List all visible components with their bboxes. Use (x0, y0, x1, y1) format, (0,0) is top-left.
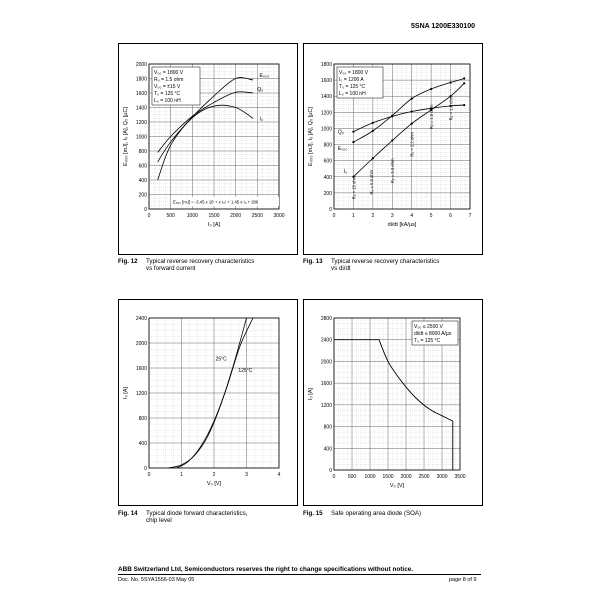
y-tick-label: 0 (144, 466, 147, 472)
y-tick-label: 1800 (135, 76, 147, 83)
x-tick-label: 2 (212, 472, 216, 478)
data-point (463, 77, 465, 79)
figure-13-frame (303, 43, 483, 255)
x-tick-label: 0 (147, 213, 151, 219)
y-tick-label: 200 (323, 190, 332, 197)
figure-14-chart (119, 300, 297, 505)
curve-label: 25°C (215, 356, 227, 363)
x-axis-label: I₀ [A] (207, 222, 221, 228)
data-point (430, 88, 432, 90)
figure-13-caption-line1: Typical reverse recovery characteristics (331, 258, 440, 265)
parameter-text: T₀ = 125 °C (154, 91, 181, 97)
parameter-text: V₀₀ = 1800 V (154, 70, 184, 76)
x-tick-label: 4 (410, 213, 414, 219)
y-tick-label: 2400 (320, 337, 332, 344)
footer-disclaimer: ABB Switzerland Ltd, Semiconductors reserves the right to change specifications without notice. (118, 566, 414, 573)
data-point (352, 141, 354, 143)
parameter-text: L₀ = 100 nH (154, 98, 181, 104)
figure-12-number: Fig. 12 (118, 258, 138, 265)
y-tick-label: 2000 (135, 62, 147, 68)
figure-15-caption-line1: Safe operating area diode (SOA) (331, 510, 422, 517)
figure-12-chart (119, 44, 297, 254)
x-tick-label: 7 (468, 213, 472, 219)
y-tick-label: 0 (329, 207, 332, 213)
data-point (372, 130, 374, 132)
rg-label: R₀ = 1.5 ohm (429, 104, 435, 130)
figure-13-chart (304, 44, 482, 254)
y-tick-label: 400 (323, 446, 332, 453)
y-axis-label: E₀₀₀ [mJ], I₀ [A], Q₀ [µC] (308, 107, 314, 166)
x-tick-label: 1 (352, 213, 355, 219)
data-point (463, 104, 465, 106)
x-tick-label: 3 (390, 213, 394, 219)
x-tick-label: 1 (180, 472, 183, 478)
y-tick-label: 1800 (320, 62, 332, 68)
parameter-text: L₀ = 100 nH (339, 91, 366, 97)
rg-label: R₀ = 1.0 ohm (448, 95, 454, 121)
curve-label: E₀₀₀ (259, 73, 270, 80)
y-axis-label: I₀ [A] (123, 386, 129, 400)
y-tick-label: 2400 (135, 316, 147, 322)
x-tick-label: 2500 (418, 474, 430, 480)
footer-divider (118, 574, 481, 575)
x-tick-label: 0 (147, 472, 151, 478)
x-tick-label: 2500 (251, 213, 263, 219)
y-tick-label: 1400 (320, 94, 332, 101)
rg-label: R₀ = 2.2 ohm (409, 131, 415, 157)
y-tick-label: 1600 (135, 91, 147, 97)
data-point (372, 122, 374, 124)
x-tick-label: 1000 (364, 474, 376, 480)
x-tick-label: 3500 (454, 474, 466, 480)
y-tick-label: 1600 (320, 78, 332, 85)
figure-13-caption (303, 258, 488, 273)
formula-text: E₀₀₀ [mJ] = -3.45 x 10⁻⁴ x I₀² + 1.45 x I₀ + 286 (173, 199, 259, 205)
document-id: 5SNA 1200E330100 (411, 23, 475, 30)
figure-13-number: Fig. 13 (303, 258, 323, 265)
y-tick-label: 1200 (320, 110, 332, 117)
rg-label: R₀ = 15 ohm (351, 175, 357, 200)
figure-13-caption-line2: vs di/dt (331, 265, 351, 273)
parameter-text: T₀ = 125 °C (339, 84, 366, 90)
data-point (463, 82, 465, 84)
x-tick-label: 3000 (273, 213, 285, 219)
x-tick-label: 0 (332, 213, 336, 219)
y-tick-label: 1200 (135, 391, 147, 397)
data-point (391, 139, 393, 141)
figure-15-frame (303, 299, 483, 506)
parameter-text: di/dt ≤ 8000 A/µs (414, 331, 452, 337)
curve-label: Q₀ (257, 86, 264, 93)
y-tick-label: 1200 (320, 402, 332, 409)
y-tick-label: 2000 (135, 341, 147, 347)
x-tick-label: 1500 (208, 213, 220, 219)
y-tick-label: 1400 (135, 105, 147, 112)
y-tick-label: 200 (138, 192, 147, 199)
y-axis-label: E₀₀₀ [mJ], I₀ [A], Q₀ [µC] (123, 107, 129, 166)
figure-14-caption (118, 510, 303, 525)
x-axis-label: di/dt [kA/µs] (387, 222, 417, 228)
figure-12-frame (118, 43, 298, 255)
data-point (411, 110, 413, 112)
y-tick-label: 800 (323, 142, 332, 149)
figure-15-chart (304, 300, 482, 505)
x-tick-label: 1000 (186, 213, 198, 219)
parameter-text: I₀ = 1200 A (339, 77, 364, 83)
figure-12-caption-line1: Typical reverse recovery characteristics (146, 258, 255, 265)
y-tick-label: 600 (323, 158, 332, 165)
y-tick-label: 1000 (320, 126, 332, 133)
series-line (158, 105, 253, 180)
y-tick-label: 0 (144, 207, 147, 213)
x-tick-label: 3 (245, 472, 248, 478)
curve-label: I₀ (259, 116, 263, 123)
data-point (449, 81, 451, 83)
x-tick-label: 2 (371, 213, 375, 219)
footer-page-number: page 8 of 9 (449, 577, 477, 583)
y-tick-label: 400 (323, 174, 332, 181)
y-tick-label: 0 (329, 468, 332, 474)
curve-label: I₀ (343, 168, 348, 175)
parameter-text: R₀ = 1.5 ohm (154, 77, 184, 83)
y-axis-label: I₀ [A] (308, 387, 314, 401)
x-tick-label: 1500 (382, 474, 394, 480)
footer-doc-number: Doc. No. 5SYA1556-03 May 05 (118, 577, 195, 583)
data-point (391, 114, 393, 116)
y-tick-label: 800 (138, 416, 147, 422)
curve-label: Q₀ (337, 129, 344, 136)
y-tick-label: 2000 (320, 359, 332, 366)
data-point (372, 157, 374, 159)
figure-12-caption (118, 258, 303, 273)
curve-label: E₀₀₀ (337, 146, 348, 153)
rg-label: R₀ = 6.8 ohm (368, 169, 374, 195)
parameter-text: V₀₀ = ±15 V (154, 84, 181, 90)
y-tick-label: 400 (138, 441, 147, 447)
rg-label: R₀ = 3.3 ohm (390, 158, 396, 184)
data-point (352, 131, 354, 133)
parameter-text: T₀ = 125 °C (414, 338, 441, 344)
y-tick-label: 400 (138, 178, 147, 184)
parameter-text: V₀₀ ≤ 2500 V (414, 324, 443, 330)
parameter-text: V₀₀ = 1800 V (339, 70, 369, 76)
x-tick-label: 5 (429, 213, 433, 219)
figure-12-caption-line2: vs forward current (146, 265, 196, 273)
x-tick-label: 500 (166, 213, 175, 219)
y-tick-label: 800 (138, 149, 147, 155)
x-tick-label: 6 (449, 213, 452, 219)
y-tick-label: 600 (138, 163, 147, 170)
data-point (411, 123, 413, 125)
figure-15-number: Fig. 15 (303, 510, 323, 517)
figure-14-frame (118, 299, 298, 506)
x-tick-label: 2000 (400, 474, 412, 480)
curve-label: 125°C (238, 367, 253, 374)
y-tick-label: 1000 (135, 134, 147, 141)
y-tick-label: 2800 (320, 316, 332, 322)
figure-14-number: Fig. 14 (118, 510, 138, 517)
x-tick-label: 500 (347, 474, 357, 480)
figure-14-caption-line1: Typical diode forward characteristics, (146, 510, 248, 517)
figure-14-caption-line2: chip level (146, 517, 172, 525)
x-tick-label: 4 (277, 472, 281, 478)
y-tick-label: 1600 (135, 366, 147, 372)
y-tick-label: 1600 (320, 381, 332, 388)
y-tick-label: 1200 (135, 120, 147, 126)
x-axis-label: V₀ [V] (389, 483, 405, 489)
y-tick-label: 800 (323, 424, 332, 431)
figure-15-caption (303, 510, 488, 517)
x-axis-label: V₀ [V] (206, 481, 222, 487)
x-tick-label: 2000 (230, 213, 242, 219)
data-point (411, 98, 413, 100)
x-tick-label: 3000 (436, 474, 448, 480)
x-tick-label: 0 (332, 474, 336, 480)
